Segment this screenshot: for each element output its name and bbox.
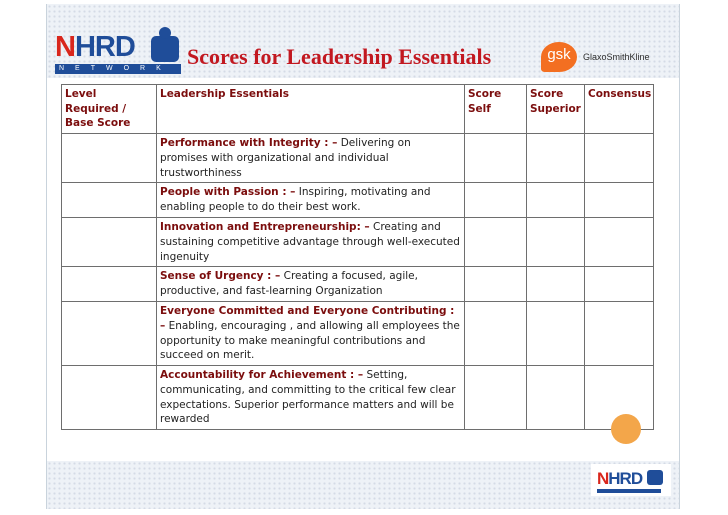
table-row: [62, 302, 654, 366]
nhrd-logo-text: NHRD: [55, 31, 135, 63]
puzzle-figure-icon: [151, 36, 179, 62]
puzzle-figure-icon: [647, 470, 663, 485]
consensus-cell[interactable]: [585, 183, 654, 218]
nhrd-network-strip: NETWORK: [55, 64, 181, 74]
gsk-badge: gsk: [541, 42, 577, 72]
score-superior-cell[interactable]: [527, 134, 585, 183]
orange-circle-decoration: [611, 414, 641, 444]
nhrd-logo: [55, 32, 181, 80]
level-cell[interactable]: [62, 302, 157, 366]
score-superior-cell[interactable]: [527, 218, 585, 267]
score-superior-cell[interactable]: [527, 302, 585, 366]
score-self-cell[interactable]: [465, 267, 527, 302]
consensus-cell[interactable]: [585, 267, 654, 302]
consensus-cell[interactable]: [585, 302, 654, 366]
table-row: [62, 366, 654, 430]
score-self-cell[interactable]: [465, 218, 527, 267]
score-superior-cell[interactable]: [527, 366, 585, 430]
level-cell[interactable]: [62, 218, 157, 267]
header-score-superior: Score Superior: [527, 85, 585, 134]
gsk-logo: [541, 42, 671, 76]
footer-band: [47, 461, 679, 509]
table-header-row: [62, 85, 654, 134]
essential-cell: People with Passion : – Inspiring, motivating and enabling people to do their best work.: [157, 183, 465, 218]
score-self-cell[interactable]: [465, 302, 527, 366]
table-row: [62, 267, 654, 302]
consensus-cell[interactable]: [585, 218, 654, 267]
nhrd-footer-logo: [591, 464, 671, 496]
score-self-cell[interactable]: [465, 366, 527, 430]
nhrd-footer-logo-bar: [597, 489, 661, 493]
consensus-cell[interactable]: [585, 134, 654, 183]
header-level: Level Required / Base Score: [62, 85, 157, 134]
gsk-company-name: GlaxoSmithKline: [583, 52, 650, 62]
table-row: [62, 134, 654, 183]
table-row: [62, 183, 654, 218]
header-score-self: Score Self: [465, 85, 527, 134]
essential-cell: Performance with Integrity : – Delivering on promises with organizational and individual trustworthiness: [157, 134, 465, 183]
essential-cell: Accountability for Achievement : – Setting, communicating, and committing to the critical few clear expectations. Superior performance matters and will be rewarded: [157, 366, 465, 430]
level-cell[interactable]: [62, 267, 157, 302]
page-title: Scores for Leadership Essentials: [187, 44, 492, 69]
level-cell[interactable]: [62, 366, 157, 430]
level-cell[interactable]: [62, 134, 157, 183]
header-leadership-essentials: Leadership Essentials: [157, 85, 465, 134]
score-self-cell[interactable]: [465, 134, 527, 183]
table-row: [62, 218, 654, 267]
essential-cell: Sense of Urgency : – Creating a focused, agile, productive, and fast-learning Organization: [157, 267, 465, 302]
essential-cell: Innovation and Entrepreneurship: – Creating and sustaining competitive advantage through well-executed ingenuity: [157, 218, 465, 267]
essential-cell: Everyone Committed and Everyone Contributing : – Enabling, encouraging , and allowing all employees the opportunity to make meaningful contributions and succeed on merit.: [157, 302, 465, 366]
slide: [46, 4, 680, 509]
score-superior-cell[interactable]: [527, 183, 585, 218]
score-superior-cell[interactable]: [527, 267, 585, 302]
header-consensus: Consensus: [585, 85, 654, 134]
leadership-essentials-table: [61, 84, 654, 430]
score-self-cell[interactable]: [465, 183, 527, 218]
level-cell[interactable]: [62, 183, 157, 218]
nhrd-footer-logo-text: NHRD: [597, 469, 643, 488]
